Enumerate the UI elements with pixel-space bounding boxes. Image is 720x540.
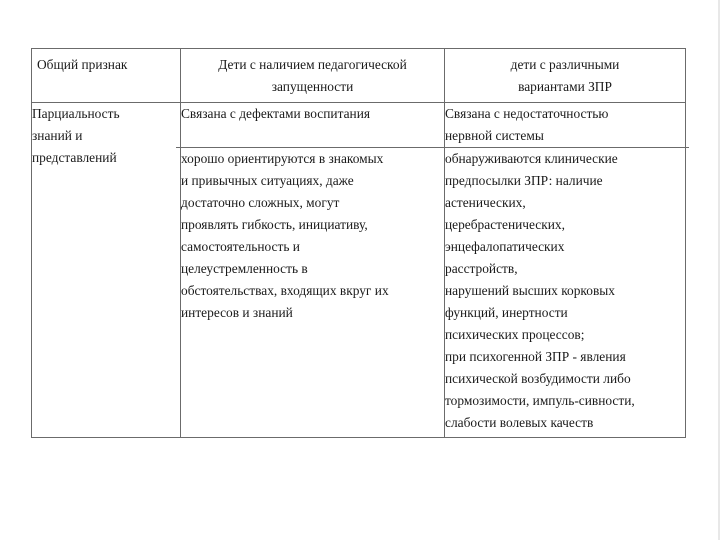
feature-line-2: знаний и xyxy=(32,128,83,143)
feature-line-1: Парциальность xyxy=(32,106,120,121)
header-feature-text: Общий признак xyxy=(37,57,128,72)
table-header-row xyxy=(32,49,686,103)
col3-symptom-2: предпосылки ЗПР: наличие xyxy=(445,173,603,188)
header-pedagogical-neglect xyxy=(181,49,445,103)
col3-symptom-3: астенических, xyxy=(445,195,526,210)
col3-symptom-8: функций, инертности xyxy=(445,305,568,320)
col3-symptom-1: обнаруживаются клинические xyxy=(445,151,618,166)
table-row xyxy=(32,103,686,438)
col3-symptom-9: психических процессов; xyxy=(445,327,585,342)
col2-ability-4: проявлять гибкость, инициативу, xyxy=(181,217,368,232)
col3-symptom-12: тормозимости, импуль-сивности, xyxy=(445,393,635,408)
col2-spacer xyxy=(181,125,444,147)
col2-ability-7: обстоятельствах, входящих вкруг их xyxy=(181,283,389,298)
pedagogical-neglect-cell xyxy=(181,103,445,438)
col2-ability-6: целеустремленность в xyxy=(181,261,308,276)
col3-cause-line-2: нервной системы xyxy=(445,128,544,143)
col3-symptom-11: психической возбудимости либо xyxy=(445,371,631,386)
col3-symptom-10: при психогенной ЗПР - явления xyxy=(445,349,626,364)
header-col2-line-1: Дети с наличием педагогической xyxy=(218,57,407,72)
col2-ability-3: достаточно сложных, могут xyxy=(181,195,340,210)
header-col3-line-2: вариантами ЗПР xyxy=(518,79,612,94)
comparison-table xyxy=(31,48,686,438)
header-feature xyxy=(32,49,181,103)
col2-ability-8: интересов и знаний xyxy=(181,305,293,320)
col2-cause: Связана с дефектами воспитания xyxy=(181,106,371,121)
header-col2-line-2: запущенности xyxy=(271,79,354,94)
feature-cell xyxy=(32,103,181,438)
header-col3-line-1: дети с различными xyxy=(510,57,620,72)
feature-line-3: представлений xyxy=(32,150,117,165)
col3-symptom-5: энцефалопатических xyxy=(445,239,565,254)
col2-ability-2: и привычных ситуациях, даже xyxy=(181,173,354,188)
col2-ability-5: самостоятельность и xyxy=(181,239,300,254)
col2-ability-1: хорошо ориентируются в знакомых xyxy=(181,151,384,166)
header-zpr-variants xyxy=(445,49,686,103)
col3-symptom-13: слабости волевых качеств xyxy=(445,415,594,430)
col3-cause-line-1: Связана с недостаточностью xyxy=(445,106,609,121)
col3-symptom-7: нарушений высших корковых xyxy=(445,283,615,298)
col3-symptom-4: церебрастенических, xyxy=(445,217,565,232)
col3-symptom-6: расстройств, xyxy=(445,261,518,276)
zpr-variants-cell xyxy=(445,103,686,438)
